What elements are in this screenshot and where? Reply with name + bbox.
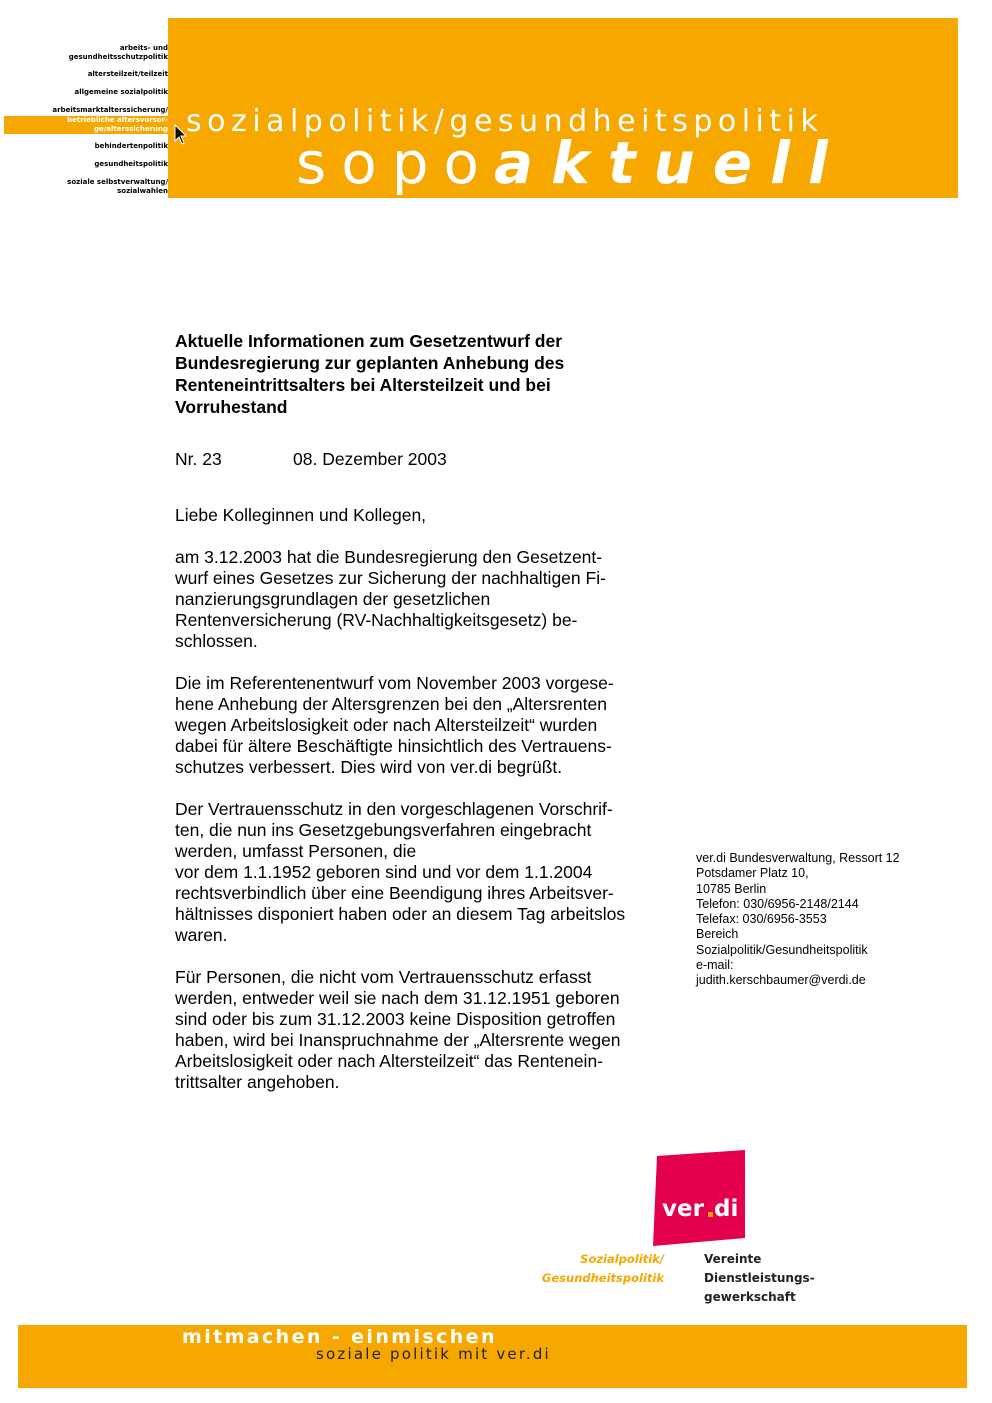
contact-phone: Telefon: 030/6956-2148/2144 <box>696 896 859 911</box>
header-subtitle: sozialpolitik/gesundheitspolitik <box>186 104 824 139</box>
text-line: nanzierungsgrundlagen der gesetzlichen <box>175 589 491 609</box>
contact-line: Potsdamer Platz 10, <box>696 866 809 881</box>
contact-info <box>696 851 900 989</box>
logo-text-ver: ver <box>662 1196 704 1222</box>
contact-line: Bereich <box>696 927 739 942</box>
text-line: hene Anhebung der Altersgrenzen bei den „Altersrenten <box>175 694 607 714</box>
title-line: Aktuelle Informationen zum Gesetzentwurf der <box>175 331 562 351</box>
sidebar-item-label: soziale selbstverwaltung/ <box>67 178 168 186</box>
text-line: sind oder bis zum 31.12.2003 keine Disposition getroffen <box>175 1009 616 1029</box>
title-line: Vorruhestand <box>175 397 288 417</box>
union-line: Dienstleistungs- <box>704 1271 815 1285</box>
contact-email[interactable]: judith.kerschbaumer@verdi.de <box>696 973 866 988</box>
brand-light-text: sopo <box>296 129 495 197</box>
text-line: werden, umfasst Personen, die <box>175 841 417 861</box>
sidebar-item-betriebliche-altersvorsorge[interactable] <box>67 116 168 134</box>
sidebar-item-label: arbeitsmarktalterssicherung/ <box>52 106 168 114</box>
text-line: werden, entweder weil sie nach dem 31.12.1951 geboren <box>175 988 620 1008</box>
text-line: Arbeitslosigkeit oder nach Altersteilzeit“ das Rentenein- <box>175 1051 603 1071</box>
contact-line: Sozialpolitik/Gesundheitspolitik <box>696 942 868 957</box>
sidebar-item-selbstverwaltung[interactable] <box>67 178 168 196</box>
title-line: Renteneintrittsalters bei Altersteilzeit und bei <box>175 375 551 395</box>
paragraph-1 <box>175 547 655 652</box>
verdi-logo-icon <box>653 1150 749 1246</box>
text-line: schutzes verbessert. Dies wird von ver.di begrüßt. <box>175 757 563 777</box>
text-line: rechtsverbindlich über eine Beendigung ihres Arbeitsver- <box>175 883 614 903</box>
sidebar-item-altersteilzeit[interactable] <box>88 70 168 79</box>
text-line: wurf eines Gesetzes zur Sicherung der nachhaltigen Fi- <box>175 568 606 588</box>
logo-dot <box>708 1212 713 1217</box>
text-line: Für Personen, die nicht vom Vertrauensschutz erfasst <box>175 967 592 987</box>
document-title <box>175 330 645 418</box>
sidebar-item-label: gesundheitspolitik <box>94 160 168 168</box>
paragraph-2 <box>175 673 655 778</box>
text-line: Der Vertrauensschutz in den vorgeschlagenen Vorschrif- <box>175 799 613 819</box>
text-line: am 3.12.2003 hat die Bundesregierung den Gesetzent- <box>175 547 603 567</box>
sidebar-item-label: arbeits- und <box>119 44 168 52</box>
contact-line: 10785 Berlin <box>696 881 767 896</box>
sidebar-item-arbeitsschutz[interactable] <box>69 44 168 62</box>
sidebar-item-label: behindertenpolitik <box>94 142 168 150</box>
text-line: waren. <box>175 925 228 945</box>
header-brand <box>296 128 846 198</box>
sidebar-item-allgemeine-sozialpolitik[interactable] <box>75 88 168 97</box>
paragraph-4 <box>175 967 655 1093</box>
department-line: Sozialpolitik/ <box>580 1252 664 1266</box>
union-line: gewerkschaft <box>704 1290 796 1304</box>
logo-text-di: di <box>714 1196 739 1222</box>
text-line: wegen Arbeitslosigkeit oder nach Altersteilzeit“ wurden <box>175 715 598 735</box>
greeting: Liebe Kolleginnen und Kollegen, <box>175 505 427 525</box>
sidebar-item-label: gesundheitsschutzpolitik <box>68 53 168 61</box>
text-line: haben, wird bei Inanspruchnahme der „Altersrente wegen <box>175 1030 621 1050</box>
sidebar-item-label: ge/alterssicherung <box>93 125 168 133</box>
sidebar-item-label: allgemeine sozialpolitik <box>74 88 168 96</box>
department-label <box>520 1250 664 1288</box>
issue-date: 08. Dezember 2003 <box>293 449 447 469</box>
text-line: Rentenversicherung (RV-Nachhaltigkeitsgesetz) be- <box>175 610 578 630</box>
contact-line: e-mail: <box>696 958 734 973</box>
union-line: Vereinte <box>704 1252 762 1266</box>
text-line: trittsalter angehoben. <box>175 1072 340 1092</box>
paragraph-3 <box>175 799 655 946</box>
text-line: hältnisses disponiert haben oder an diesem Tag arbeitslos <box>175 904 626 924</box>
sidebar-item-arbeitsmarktalterssicherung[interactable] <box>52 106 168 115</box>
footer-subslogan: soziale politik mit ver.di <box>316 1345 551 1363</box>
title-line: Bundesregierung zur geplanten Anhebung des <box>175 353 565 373</box>
text-line: dabei für ältere Beschäftigte hinsichtlich des Vertrauens- <box>175 736 612 756</box>
issue-info <box>175 448 447 470</box>
mouse-pointer-icon <box>174 124 188 146</box>
sidebar-item-gesundheitspolitik[interactable] <box>94 160 168 169</box>
issue-number: Nr. 23 <box>175 449 222 469</box>
text-line: ten, die nun ins Gesetzgebungsverfahren eingebracht <box>175 820 592 840</box>
text-line: schlossen. <box>175 631 258 651</box>
department-line: Gesundheitspolitik <box>541 1271 664 1285</box>
brand-bold-text: aktuell <box>494 129 846 197</box>
sidebar-item-label: altersteilzeit/teilzeit <box>87 70 168 78</box>
contact-fax: Telefax: 030/6956-3553 <box>696 912 827 927</box>
text-line: Die im Referentenentwurf vom November 2003 vorgese- <box>175 673 614 693</box>
text-line: vor dem 1.1.1952 geboren sind und vor dem 1.1.2004 <box>175 862 593 882</box>
union-name <box>704 1250 815 1307</box>
sidebar-item-behindertenpolitik[interactable] <box>95 142 168 151</box>
footer-slogan: mitmachen - einmischen <box>182 1326 497 1348</box>
sidebar-item-label: sozialwahlen <box>117 187 168 195</box>
sidebar-item-label: betriebliche altersvorsor- <box>67 116 168 124</box>
contact-line: ver.di Bundesverwaltung, Ressort 12 <box>696 851 900 865</box>
